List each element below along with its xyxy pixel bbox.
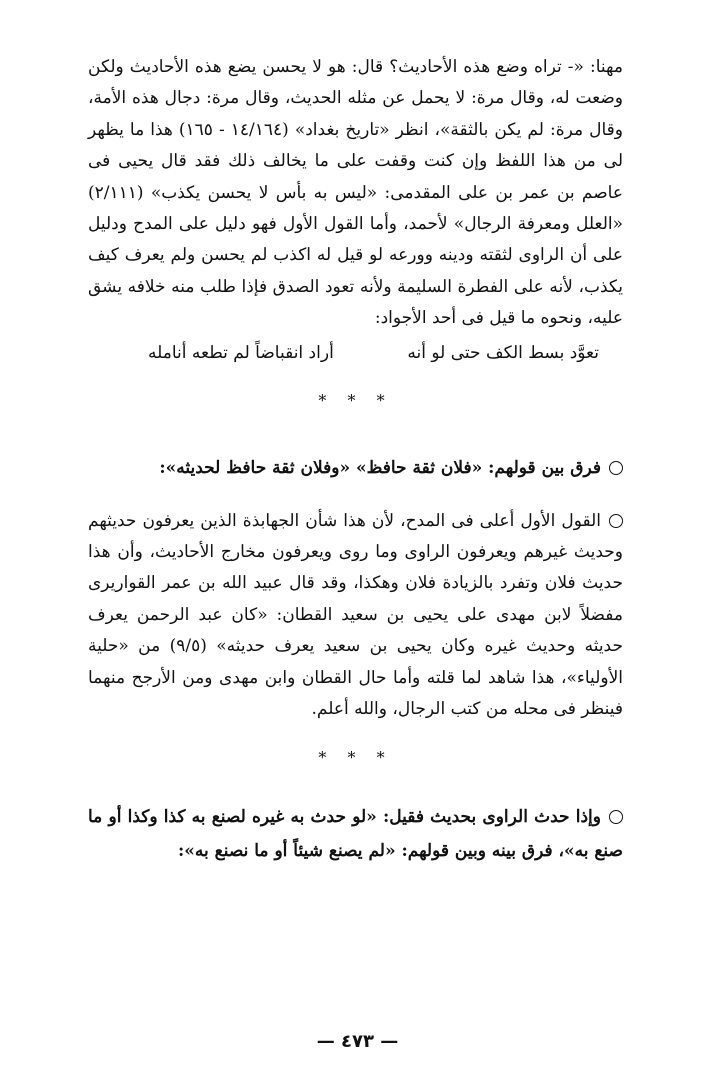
- section-heading-2-text: فرق بين قولهم: «فلان ثقة حافظ» «وفلان ثقة حافظ لحديثه»:: [159, 457, 601, 478]
- circle-bullet-icon: [609, 810, 623, 824]
- circle-bullet-icon: [609, 514, 623, 528]
- section-heading-3: [88, 800, 623, 868]
- paragraph-1: مهنا: «- تراه وضع هذه الأحاديث؟ قال: هو لا يحسن يضع هذه الأحاديث ولكن وضعت له، وقال مرة: لا يحمل عن مثله الحديث، وقال مرة: دجال هذه الأمة، وقال مرة: لم يكن بالثقة»، انظر «تاريخ بغداد» (١٤/١٦٤ - ١٦٥) هذا ما يظهر لى من هذا اللفظ وإن كنت وقفت على ما يخالف ذلك فقد قال يحيى فى عاصم بن عمر بن على المقدمى: «ليس به بأس لا يحسن يكذب» (٢/١١١) «العلل ومعرفة الرجال» لأحمد، وأما القول الأول فهو دليل على المدح ودليل على أن الراوى لثقته ودينه وورعه لو قيل له اكذب لم يحسن ولم يعرف كيف يكذب، لأنه على الفطرة السليمة ولأنه تعود الصدق فإذا طلب منه خلافه يشق عليه، ونحوه ما قيل فى أحد الأجواد:: [88, 57, 623, 329]
- paragraph-2: [88, 506, 623, 726]
- page-number: — ٤٧٣ —: [316, 1031, 399, 1052]
- verse-first-hemistich: تعوَّد بسط الكف حتى لو أنه: [407, 342, 599, 363]
- section-heading-2: [88, 453, 623, 484]
- section-divider-2: * * *: [318, 747, 393, 767]
- verse-second-hemistich: أراد انقباضاً لم تطعه أنامله: [148, 342, 334, 363]
- page-body: [88, 52, 623, 868]
- paragraph-2-text: القول الأول أعلى فى المدح، لأن هذا شأن الجهابذة الذين يعرفون حديثهم وحديث غيرهم ويعرفون الراوى وما روى ويعرفون مخارج الأحاديث، وأن هذا حديث فلان وتفرد بالزيادة فلان وهكذا، وقد قال عبيد الله بن عمر القواريرى مفضلاً لابن مهدى على يحيى بن سعيد القطان: «كان عبد الرحمن يعرف حديثه وحديث غيره وكان يحيى بن سعيد يعرف حديثه» (٩/٥) من «حلية الأولياء»، هذا شاهد لما قلته وأما حال القطان وابن مهدى ومن الأرجح منهما فينظر فى محله من كتب الرجال، والله أعلم.: [88, 510, 623, 720]
- circle-bullet-icon: [609, 461, 623, 475]
- section-divider-1: * * *: [318, 390, 393, 410]
- section-heading-3-text: وإذا حدث الراوى بحديث فقيل: «لو حدث به غيره لصنع به كذا وكذا أو ما صنع به»، فرق بينه وبين قولهم: «لم يصنع شيئاً أو ما نصنع به»:: [88, 806, 623, 861]
- poetry-verse: [88, 335, 623, 369]
